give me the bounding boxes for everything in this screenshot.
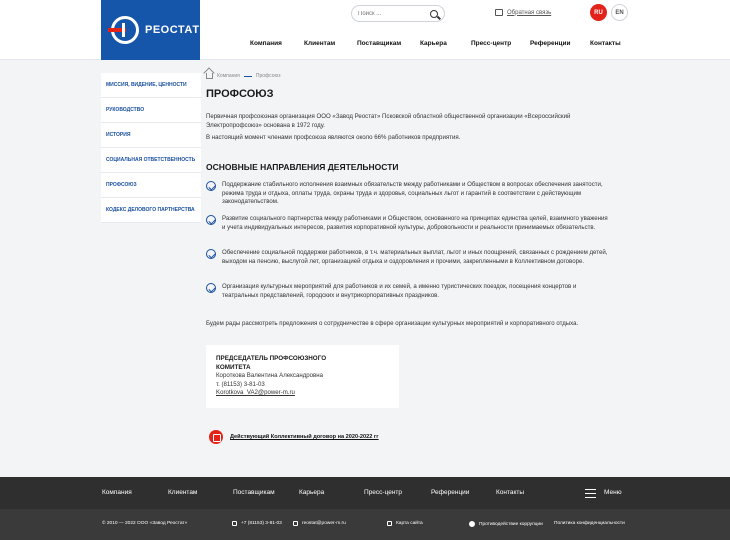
search-input[interactable] — [358, 11, 428, 17]
list-item — [206, 181, 610, 207]
phone-icon — [232, 521, 237, 526]
contact-phone[interactable]: т. (81153) 3-81-03 — [216, 380, 265, 388]
logo-icon — [111, 16, 139, 44]
contact-email[interactable]: Korotkova_VA2@power-m.ru — [216, 389, 295, 396]
document-icon — [209, 430, 223, 444]
nav-career[interactable]: Карьера — [420, 40, 447, 47]
menu-label[interactable]: Меню — [604, 489, 622, 496]
menu-icon[interactable] — [585, 489, 596, 498]
header — [0, 0, 730, 60]
check-circle-icon — [206, 181, 216, 191]
footer-nav-career[interactable]: Карьера — [299, 489, 325, 496]
footer-nav-bar — [0, 477, 730, 509]
footer-email[interactable] — [293, 521, 346, 526]
nav-company[interactable]: Компания — [250, 40, 282, 47]
footer-nav-references[interactable]: Референции — [431, 489, 470, 496]
sidebar-item-union[interactable]: ПРОФСОЮЗ — [101, 173, 201, 198]
logo-text: РЕОСТАТ — [145, 24, 200, 36]
list-item-text: Организация культурных мероприятий для работников и их семей, а именно туристических поездок, посещения концертов и театральных представлений, городских и внутрикорпоративных праздников. — [222, 283, 577, 299]
sidebar-item-code[interactable]: КОДЕКС ДЕЛОВОГО ПАРТНЕРСТВА — [101, 198, 201, 223]
contact-card — [206, 345, 399, 408]
copyright: © 2010 — 2022 ООО «Завод Реостат» — [102, 521, 188, 526]
nav-suppliers[interactable]: Поставщикам — [357, 40, 402, 47]
sitemap-icon — [387, 521, 392, 526]
nav-press[interactable]: Пресс-центр — [471, 40, 512, 47]
footer-phone-label: +7 (81153) 3-81-03 — [241, 521, 282, 526]
footer-privacy[interactable]: Политика конфиденциальности — [554, 521, 625, 526]
list-item — [206, 249, 610, 266]
feedback-link[interactable] — [495, 9, 551, 16]
footer-nav-company[interactable]: Компания — [102, 489, 132, 496]
contact-name: Короткова Валентина Александровна — [216, 372, 324, 379]
sidebar — [101, 73, 201, 223]
check-circle-icon — [206, 283, 216, 293]
footer-nav-suppliers[interactable]: Поставщикам — [233, 489, 275, 496]
footer-sitemap-label: Карта сайта — [396, 521, 423, 526]
breadcrumb-separator — [244, 76, 252, 77]
circle-icon — [469, 521, 475, 527]
sidebar-item-history[interactable]: ИСТОРИЯ — [101, 123, 201, 148]
logo[interactable] — [101, 0, 200, 60]
home-icon[interactable] — [206, 73, 213, 79]
check-circle-icon — [206, 249, 216, 259]
breadcrumb — [206, 73, 281, 79]
nav-contacts[interactable]: Контакты — [590, 40, 621, 47]
mail-icon — [293, 521, 298, 526]
breadcrumb-home[interactable]: Компания — [217, 73, 240, 79]
search-box — [351, 5, 445, 22]
list-item — [206, 283, 610, 300]
list-item-text: Развитие социального партнерства между работниками и Обществом, основанного на принципах единства целей, взаимного уважения и учета индивидуальных интересов, развития корпоративной культуры, добровольности и реальности принимаемых обязательств. — [222, 215, 608, 231]
section-title: ОСНОВНЫЕ НАПРАВЛЕНИЯ ДЕЯТЕЛЬНОСТИ — [206, 162, 399, 172]
intro-text: Первичная профсоюзная организация ООО «Завод Реостат» Псковской областной общественной организации «Всероссийский Электропрофсоюз» основана в 1972 году. — [206, 113, 571, 129]
lang-en-button[interactable]: EN — [611, 4, 628, 21]
footer-anticorruption-label: Противодействие коррупции — [479, 521, 543, 527]
list-item-text: Обеспечение социальной поддержки работников, в т.ч. материальных выплат, льгот и иных поощрений, связанных с рождением детей, выходом на пенсию, выслугой лет, организацией отдыха и оздоровления и прочими, закрепленными в Коллективном договоре. — [222, 249, 608, 265]
document-link-label[interactable]: Действующий Коллективный договор на 2020-2022 гг — [230, 434, 379, 440]
breadcrumb-current: Профсоюз — [255, 73, 281, 79]
offer-text: Будем рады рассмотреть предложения о сотрудничестве в сфере организации культурных мероприятий и корпоративного отдыха. — [206, 320, 579, 327]
check-circle-icon — [206, 215, 216, 225]
footer-anticorruption[interactable] — [469, 521, 543, 527]
list-item — [206, 215, 610, 232]
search-icon[interactable] — [430, 10, 438, 18]
intro-text-2: В настоящий момент членами профсоюза являются около 66% работников предприятия. — [206, 134, 461, 141]
footer-nav-press[interactable]: Пресс-центр — [364, 489, 403, 496]
feedback-label: Обратная связь — [507, 9, 552, 16]
nav-clients[interactable]: Клиентам — [304, 40, 336, 47]
lang-ru-button[interactable]: RU — [590, 4, 607, 21]
footer-nav-clients[interactable]: Клиентам — [168, 489, 198, 496]
chat-icon — [495, 9, 503, 16]
footer-email-label: reostat@power-m.ru — [302, 521, 346, 526]
nav-references[interactable]: Референции — [530, 40, 571, 47]
footer-phone[interactable] — [232, 521, 282, 526]
footer — [0, 477, 730, 540]
sidebar-item-management[interactable]: РУКОВОДСТВО — [101, 98, 201, 123]
card-title: ПРЕДСЕДАТЕЛЬ ПРОФСОЮЗНОГО КОМИТЕТА — [216, 355, 327, 371]
document-link[interactable] — [209, 430, 379, 444]
footer-sitemap[interactable] — [387, 521, 423, 526]
list-item-text: Поддержание стабильного исполнения взаимных обязательств между работниками и Обществом в вопросах обеспечения занятости, режима труда и отдыха, оплаты труда, охраны труда и здоровья, социальных льгот и гарантий в соответствии с действующим законодательством. — [222, 181, 603, 205]
page-title: ПРОФСОЮЗ — [206, 88, 274, 100]
footer-nav-contacts[interactable]: Контакты — [496, 489, 525, 496]
sidebar-item-mission[interactable]: МИССИЯ, ВИДЕНИЕ, ЦЕННОСТИ — [101, 73, 201, 98]
sidebar-item-social[interactable]: СОЦИАЛЬНАЯ ОТВЕТСТВЕННОСТЬ — [101, 148, 201, 173]
